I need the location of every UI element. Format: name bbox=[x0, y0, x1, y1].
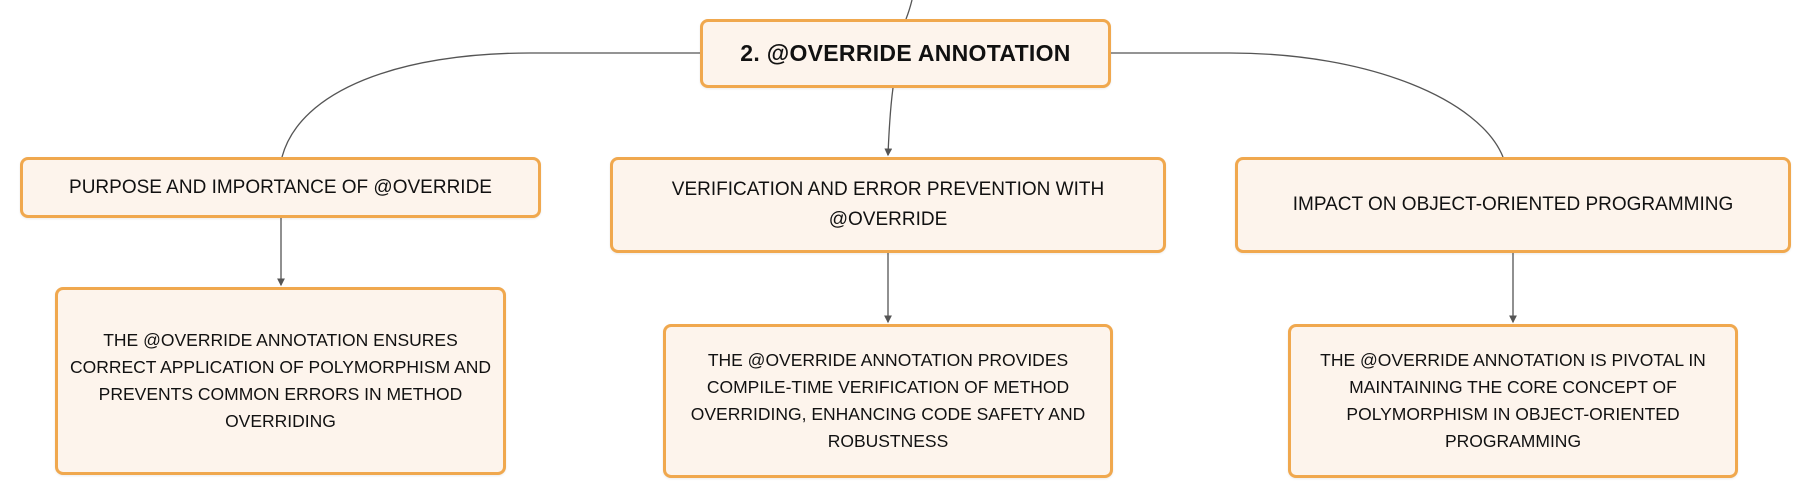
root-node-label: 2. @OVERRIDE ANNOTATION bbox=[740, 40, 1071, 66]
detail-node-purpose[interactable] bbox=[55, 287, 506, 475]
topic-node-label: PURPOSE AND IMPORTANCE OF @OVERRIDE bbox=[69, 176, 492, 198]
connector-root-topic-3 bbox=[1111, 53, 1503, 157]
topic-node-label: VERIFICATION AND ERROR PREVENTION WITH @OVERRIDE bbox=[671, 179, 1105, 230]
topic-node-label: IMPACT ON OBJECT-ORIENTED PROGRAMMING bbox=[1292, 194, 1734, 215]
connector-root-topic-1 bbox=[282, 53, 700, 157]
connector-root-topic-2 bbox=[888, 88, 893, 155]
detail-node-impact[interactable] bbox=[1288, 324, 1738, 478]
detail-node-label: THE @OVERRIDE ANNOTATION PROVIDES COMPILE-TIME VERIFICATION OF METHOD OVERRIDING, ENHANCING CODE SAFETY AND ROBUSTNESS bbox=[690, 350, 1086, 451]
detail-node-verification[interactable] bbox=[663, 324, 1113, 478]
topic-node-verification[interactable] bbox=[610, 157, 1166, 253]
topic-node-impact[interactable] bbox=[1235, 157, 1791, 253]
detail-node-label: THE @OVERRIDE ANNOTATION ENSURES CORRECT APPLICATION OF POLYMORPHISM AND PREVENTS COMMON ERRORS IN METHOD OVERRIDING bbox=[69, 330, 492, 431]
detail-node-label: THE @OVERRIDE ANNOTATION IS PIVOTAL IN MAINTAINING THE CORE CONCEPT OF POLYMORPHISM IN OBJECT-ORIENTED PROGRAMMING bbox=[1320, 350, 1706, 451]
topic-node-purpose[interactable] bbox=[20, 157, 541, 218]
root-node[interactable] bbox=[700, 19, 1111, 88]
connector-parent-root bbox=[906, 0, 912, 19]
